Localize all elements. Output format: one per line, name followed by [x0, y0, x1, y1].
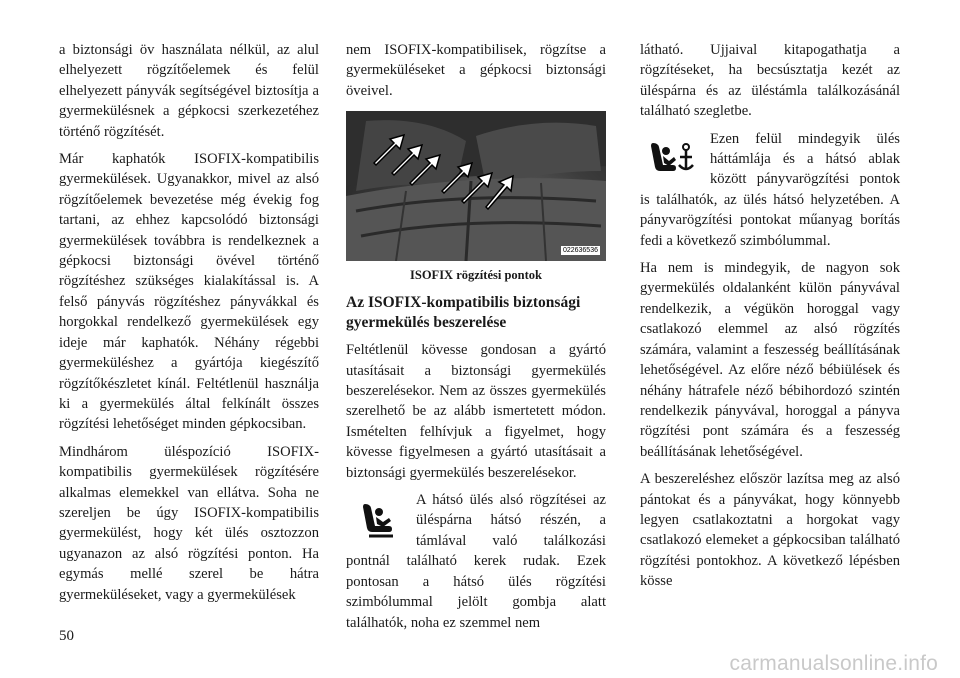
page-number: 50 [59, 628, 74, 644]
child-seat-lower-anchor-icon [346, 492, 408, 548]
isofix-anchor-photo [346, 111, 606, 261]
paragraph: Mindhárom üléspozíció ISOFIX-kompatibilis gyermekülések rögzítésére alkalmas elemekkel van ellátva. Soha ne szereljen be úgy ISOFIX-kompatibilis gyermekülést, hogy két ülés osztozzon ugyanazon az alsó rögzítési ponton. Ha egymás mellé szerel be hátra gyermeküléseket, vagy a gyermekülések [59, 443, 319, 603]
figure-caption: ISOFIX rögzítési pontok [410, 268, 542, 283]
paragraph-text: Ezen felül mindegyik ülés háttámlája és a hátsó ablak között pányvarögzítési pontok is találhatók, az ülés hátsó helyzetében. A pányvarögzítési pontokat műanyag borítás fedi a következő szimbólummal. [640, 130, 900, 249]
section-heading: Az ISOFIX-kompatibilis biztonsági gyermekülés beszerelése [346, 294, 581, 332]
paragraph: Feltétlenül kövesse gondosan a gyártó utasításait a biztonsági gyermekülés beszerelésekor. Nem az összes gyermekülés szerelhető be az alább ismertetett módon. Ismételten felhívjuk a figyelmet, hogy kövesse figyelmesen a gyártó utasításait a biztonsági gyermekülés beszerelésekor. [346, 342, 606, 481]
paragraph-text: A hátsó ülés alsó rögzítései az üléspárna hátsó részén, a támlával való találkozási pontnál található kerek rudak. Ezek pontosan a hátsó ülés rögzítési szimbólummal jelölt gombja alatt találhatók, noha ez szemmel nem [346, 492, 606, 631]
column-middle [346, 40, 606, 640]
paragraph [640, 129, 900, 251]
photo-id-label: 022636536 [562, 247, 598, 255]
paragraph: Már kaphatók ISOFIX-kompatibilis gyermekülések. Ugyanakkor, mivel az alsó rögzítőelemek bevezetése még évekig fog tartani, az ehhez kapcsolódó biztonsági gyermekülések továbbra is rendelkeznek a gépkocsi biztonsági övével történő rögzítéshez szükséges kialakítással is. A felső pányvás rögzítéshez pányvákkal és horgokkal rendelkező gyermekülések egy ideje már kaphatók. Néhány régebbi gyermeküléshez a gyártója kiegészítő rögzítőkészletet kínál. Feltétlenül használja ki a gyermekülés által felkínált összes rögzítési lehetőséget minden gépkocsiban. [59, 151, 319, 433]
paragraph: a biztonsági öv használata nélkül, az alul elhelyezett rögzítőelemek és felül elhelyezett pányvák segítségével biztosítja a gyermekülésnek a gépkocsi szerkezetéhez történő rögzítését. [59, 42, 319, 140]
paragraph [346, 490, 606, 633]
column-right [640, 40, 900, 599]
rear-seat-illustration [346, 111, 606, 261]
paragraph: A beszereléshez először lazítsa meg az alsó pántokat és a pányvákat, hogy könnyebb legyen csatlakoztatni a horgokat vagy csatlakozó elemeket a gépkocsiban található rögzítési pontokhoz. A következő lépésben kösse [640, 471, 900, 590]
paragraph: látható. Ujjaival kitapogathatja a rögzítéseket, ha becsúsztatja kezét az üléspárna és az üléstámla találkozásánál található szegletbe. [640, 42, 900, 120]
column-left [59, 40, 319, 612]
paragraph: nem ISOFIX-kompatibilisek, rögzítse a gyermeküléseket a gépkocsi biztonsági öveivel. [346, 42, 606, 99]
watermark: carmanualsonline.info [729, 652, 938, 675]
paragraph: Ha nem is mindegyik, de nagyon sok gyermekülés oldalanként külön pányvával rendelkezik, a végükön horoggal vagy csatlakozó elemmel az alsó rögzítés számára, valamint a feszesség beállításának lehetőségével. Az előre néző bébiülések és néhány hátrafele néző bébihordozó szintén rendelkezik pányvával, horoggal a pányva rögzítési pont számára és a feszesség beállításának lehetőségével. [640, 260, 900, 460]
child-seat-tether-anchor-icon [640, 131, 702, 187]
